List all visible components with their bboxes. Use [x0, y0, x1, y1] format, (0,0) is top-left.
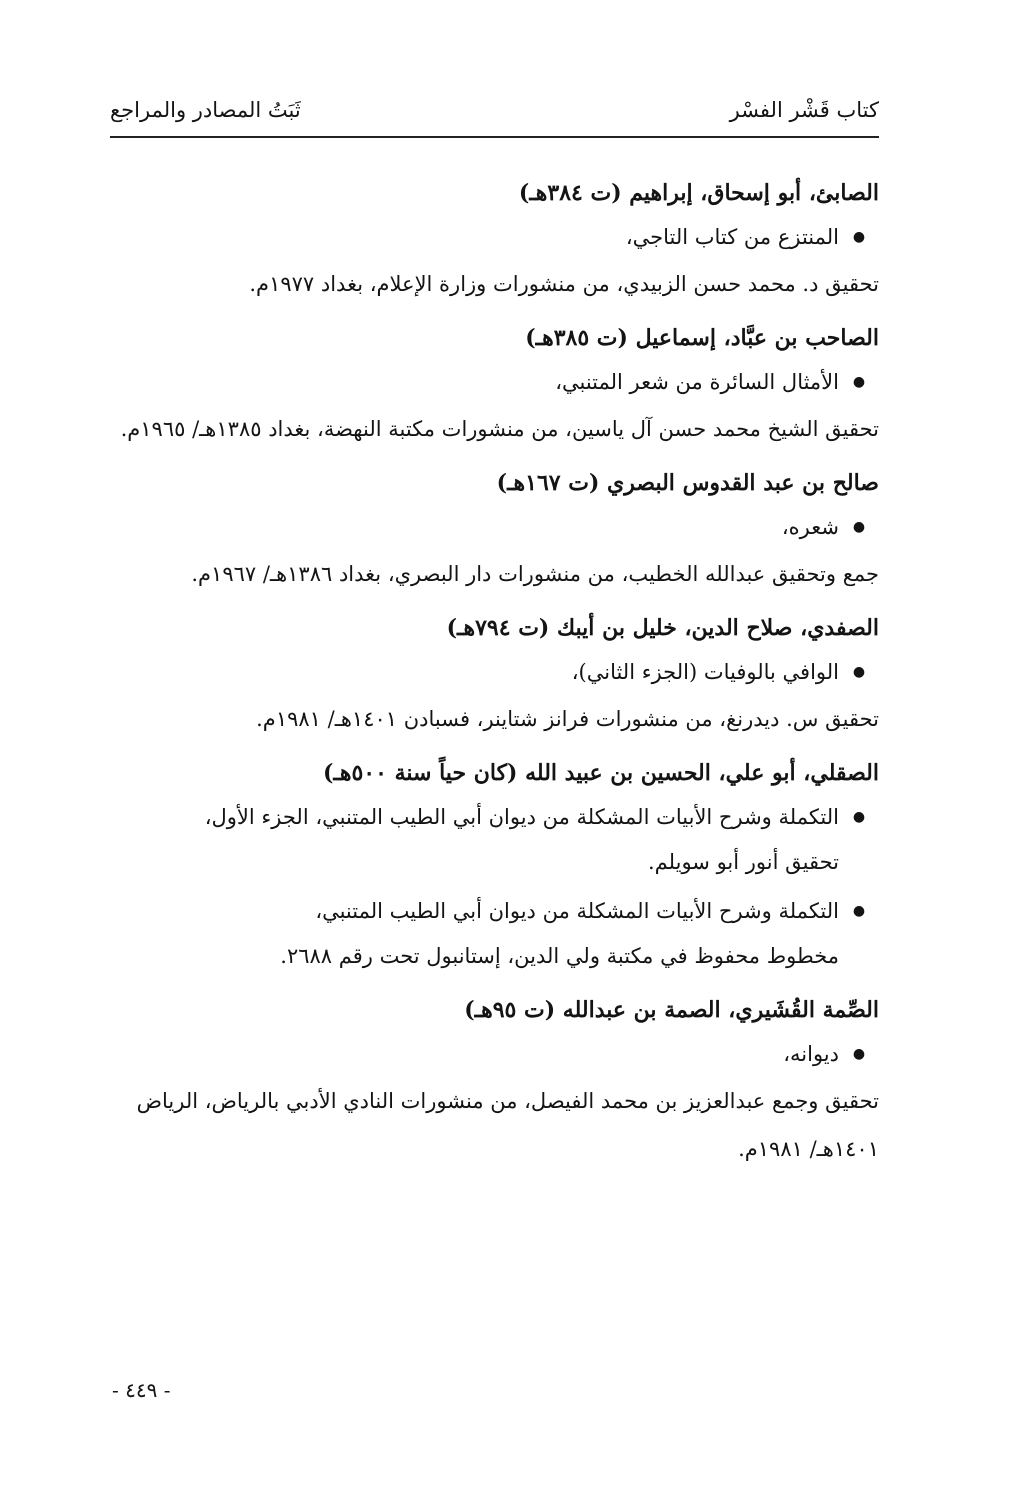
entry-author: الصابئ، أبو إسحاق، إبراهيم (ت ٣٨٤هـ)	[518, 180, 879, 206]
bullet-icon: ●	[852, 809, 866, 825]
bullet-icon: ●	[852, 229, 866, 245]
work-note: مخطوط محفوظ في مكتبة ولي الدين، إستانبول تحت رقم ٢٦٨٨.	[280, 944, 839, 968]
work-note: تحقيق وجمع عبدالعزيز بن محمد الفيصل، من منشورات النادي الأدبي بالرياض، الرياض ١٤٠١هـ/ ١٩٨١م.	[136, 1089, 879, 1161]
work-note: تحقيق الشيخ محمد حسن آل ياسين، من منشورات مكتبة النهضة، بغداد ١٣٨٥هـ/ ١٩٦٥م.	[120, 417, 879, 441]
work-note: تحقيق د. محمد حسن الزبيدي، من منشورات وزارة الإعلام، بغداد ١٩٧٧م.	[249, 272, 879, 296]
bullet-icon: ●	[852, 374, 866, 390]
entry-author: الصاحب بن عبَّاد، إسماعيل (ت ٣٨٥هـ)	[525, 325, 879, 351]
header-divider	[110, 136, 879, 138]
bullet-icon: ●	[852, 519, 866, 535]
work-title: ديوانه،	[783, 1042, 839, 1066]
book-title: كتاب قَشْر الفسْر	[729, 98, 879, 122]
entry-author: الصقلي، أبو علي، الحسين بن عبيد الله (كان حياً سنة ٥٠٠هـ)	[323, 760, 879, 786]
work-item	[108, 896, 879, 926]
work-title: التكملة وشرح الأبيات المشكلة من ديوان أبي الطيب المتنبي،	[315, 899, 839, 923]
running-header	[110, 92, 879, 128]
work-title: الوافي بالوفيات (الجزء الثاني)،	[571, 660, 839, 684]
bibliography-list	[108, 168, 879, 1173]
bullet-icon: ●	[852, 1046, 866, 1062]
work-item	[108, 657, 879, 687]
section-title: ثَبَتُ المصادر والمراجع	[110, 98, 301, 122]
work-item	[108, 802, 879, 832]
work-item	[108, 1039, 879, 1069]
work-item	[108, 512, 879, 542]
work-title: التكملة وشرح الأبيات المشكلة من ديوان أبي الطيب المتنبي، الجزء الأول،	[204, 805, 839, 829]
work-note: تحقيق أنور أبو سويلم.	[648, 850, 839, 874]
work-item	[108, 222, 879, 252]
page-number: - ٤٤٩ -	[112, 1378, 171, 1402]
entry-author: صالح بن عبد القدوس البصري (ت ١٦٧هـ)	[496, 470, 879, 496]
entry-author: الصفدي، صلاح الدين، خليل بن أيبك (ت ٧٩٤هـ)	[446, 615, 879, 641]
work-note: تحقيق س. ديدرنغ، من منشورات فرانز شتاينر، فسبادن ١٤٠١هـ/ ١٩٨١م.	[256, 707, 879, 731]
work-item	[108, 367, 879, 397]
work-title: الأمثال السائرة من شعر المتنبي،	[555, 370, 839, 394]
work-note: جمع وتحقيق عبدالله الخطيب، من منشورات دار البصري، بغداد ١٣٨٦هـ/ ١٩٦٧م.	[191, 562, 879, 586]
work-title: شعره،	[781, 515, 839, 539]
bullet-icon: ●	[852, 664, 866, 680]
bullet-icon: ●	[852, 903, 866, 919]
entry-author: الصِّمة القُشَيري، الصمة بن عبدالله (ت ٩٥هـ)	[464, 997, 879, 1023]
work-title: المنتزع من كتاب التاجي،	[625, 225, 839, 249]
